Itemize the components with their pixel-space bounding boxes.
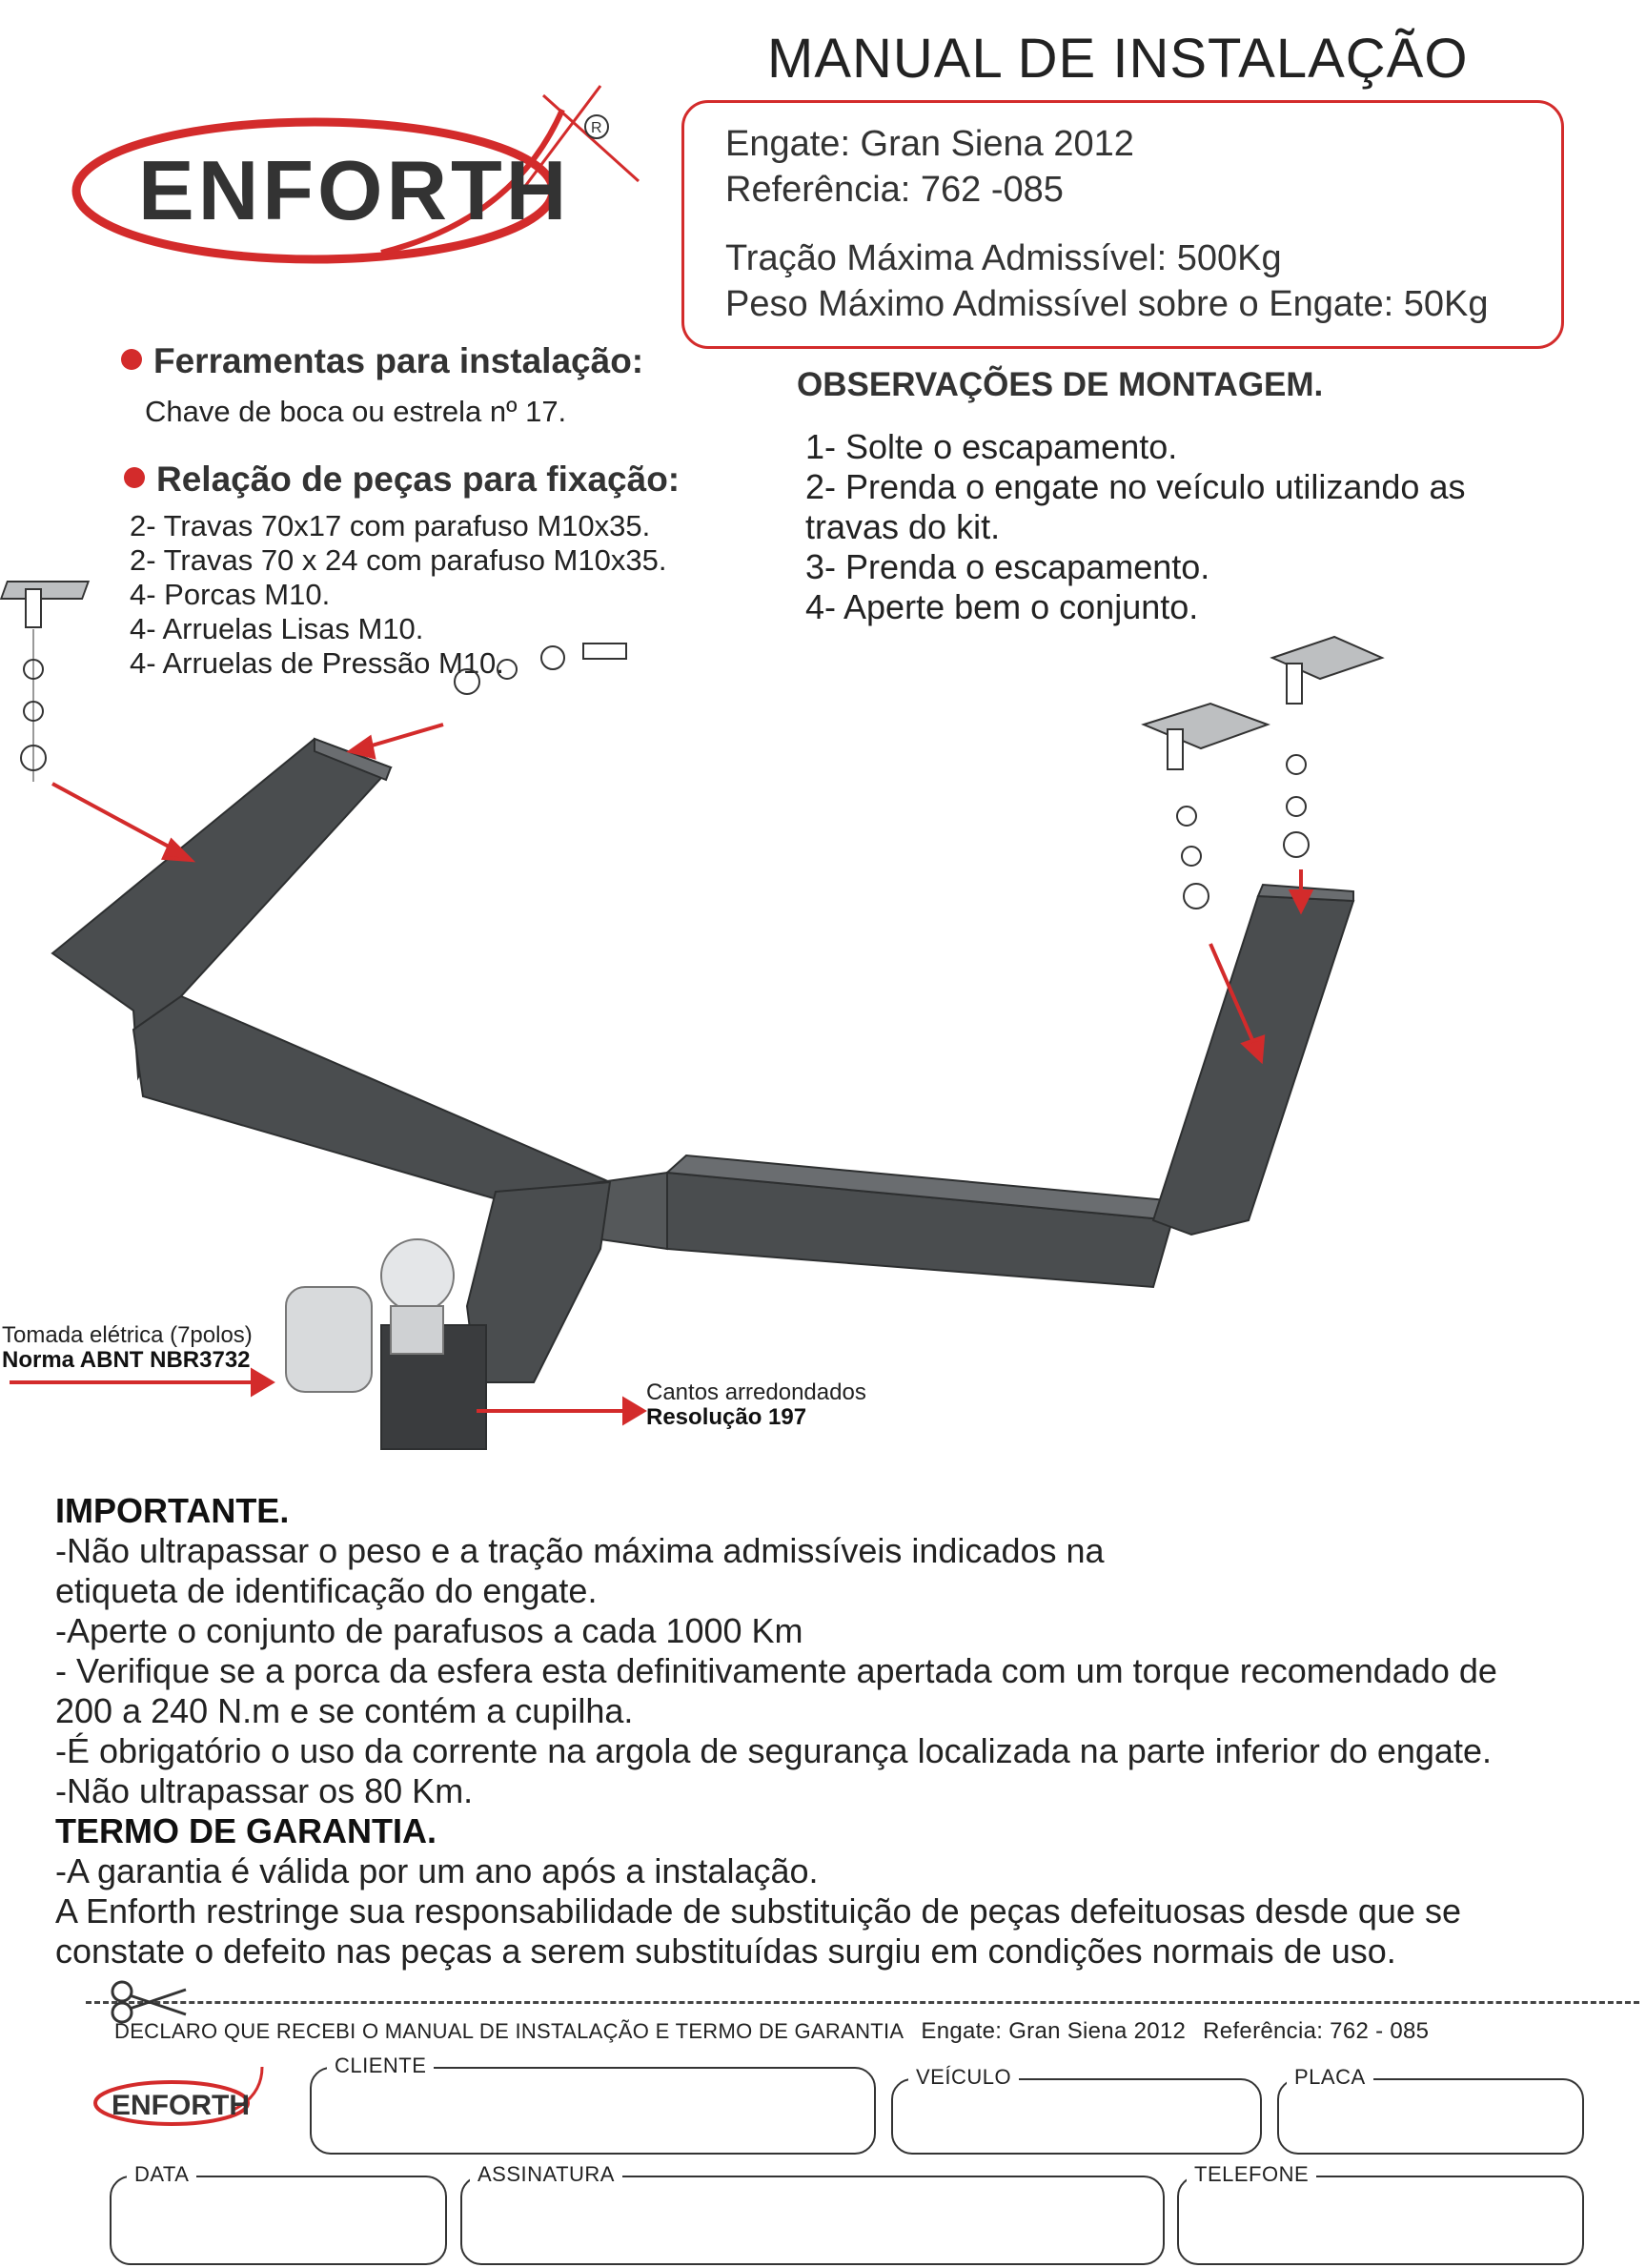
list-item: -É obrigatório o uso da corrente na argola de segurança localizada na parte inferior do engate. — [55, 1731, 1492, 1770]
registered-mark: R — [591, 120, 602, 136]
logo-text: ENFORTH — [138, 143, 571, 237]
list-item: travas do kit. — [805, 507, 1001, 546]
enforth-logo-small — [91, 2057, 281, 2134]
bullet-icon — [124, 467, 145, 488]
list-item: 2- Prenda o engate no veículo utilizando as — [805, 467, 1466, 506]
spec-engate: Engate: Gran Siena 2012 — [725, 124, 1134, 164]
field-label: TELEFONE — [1187, 2162, 1316, 2187]
telefone-field[interactable] — [1177, 2162, 1584, 2265]
spec-referencia: Referência: 762 -085 — [725, 170, 1064, 210]
cliente-field[interactable] — [310, 2053, 876, 2155]
list-item: -Não ultrapassar o peso e a tração máxima admissíveis indicados na — [55, 1531, 1105, 1570]
list-item: 1- Solte o escapamento. — [805, 427, 1178, 466]
list-item: 4- Arruelas Lisas M10. — [130, 612, 424, 645]
list-item: constate o defeito nas peças a serem substituídas surgiu em condições normais de uso. — [55, 1931, 1396, 1971]
bolt-icon — [1144, 704, 1268, 909]
tools-heading: Ferramentas para instalação: — [121, 341, 643, 381]
observations-heading: OBSERVAÇÕES DE MONTAGEM. — [797, 366, 1324, 403]
tow-ball-icon — [381, 1239, 454, 1312]
socket-icon — [286, 1287, 372, 1392]
placa-field[interactable] — [1277, 2065, 1584, 2155]
list-item: 4- Aperte bem o conjunto. — [805, 587, 1199, 626]
list-item: -Não ultrapassar os 80 Km. — [55, 1771, 474, 1810]
list-item: -A garantia é válida por um ano após a instalação. — [55, 1851, 819, 1890]
tools-text: Chave de boca ou estrela nº 17. — [145, 395, 567, 428]
bullet-icon — [121, 349, 142, 370]
list-item: A Enforth restringe sua responsabilidade de substituição de peças defeituosas desde que se — [55, 1891, 1461, 1931]
field-label: VEÍCULO — [908, 2065, 1019, 2090]
important-section — [55, 1491, 1497, 1972]
spec-box — [681, 100, 1564, 349]
bolt-icon — [455, 562, 639, 694]
bolt-icon — [1272, 637, 1382, 857]
field-label: DATA — [127, 2162, 196, 2187]
list-item: 3- Prenda o escapamento. — [805, 547, 1210, 586]
enforth-logo — [67, 67, 658, 276]
field-label: PLACA — [1287, 2065, 1373, 2090]
list-item: - Verifique se a porca da esfera esta definitivamente apertada com um torque recomendado de — [55, 1651, 1497, 1690]
page-title: MANUAL DE INSTALAÇÃO — [767, 28, 1469, 90]
list-item: etiqueta de identificação do engate. — [55, 1571, 598, 1610]
list-item: 4- Porcas M10. — [130, 578, 331, 611]
cut-line — [86, 2001, 1639, 2004]
receipt-declaration: DECLARO QUE RECEBI O MANUAL DE INSTALAÇÃO E TERMO DE GARANTIA Engate: Gran Siena 2012 Referência: 762 - 085 — [114, 2018, 1430, 2044]
list-item: -Aperte o conjunto de parafusos a cada 1000 Km — [55, 1611, 803, 1650]
list-item: 2- Travas 70 x 24 com parafuso M10x35. — [130, 543, 667, 577]
assinatura-field[interactable] — [460, 2162, 1165, 2265]
field-label: ASSINATURA — [470, 2162, 622, 2187]
field-label: CLIENTE — [327, 2053, 434, 2078]
data-field[interactable] — [110, 2162, 447, 2265]
warranty-heading: TERMO DE GARANTIA. — [55, 1811, 437, 1850]
socket-callout: Tomada elétrica (7polos) Norma ABNT NBR3732 — [2, 1322, 253, 1373]
list-item: 200 a 240 N.m e se contém a cupilha. — [55, 1691, 634, 1730]
corners-callout: Cantos arredondados Resolução 197 — [646, 1379, 866, 1430]
spec-tracao: Tração Máxima Admissível: 500Kg — [725, 238, 1282, 278]
important-heading: IMPORTANTE. — [55, 1491, 290, 1530]
list-item: 4- Arruelas de Pressão M10. — [130, 646, 504, 680]
veiculo-field[interactable] — [891, 2065, 1262, 2155]
svg-text:ENFORTH: ENFORTH — [112, 2090, 250, 2121]
parts-heading: Relação de peças para fixação: — [124, 460, 680, 500]
spec-peso: Peso Máximo Admissível sobre o Engate: 50Kg — [725, 284, 1489, 324]
bolt-icon — [1, 582, 89, 782]
list-item: 2- Travas 70x17 com parafuso M10x35. — [130, 509, 651, 542]
